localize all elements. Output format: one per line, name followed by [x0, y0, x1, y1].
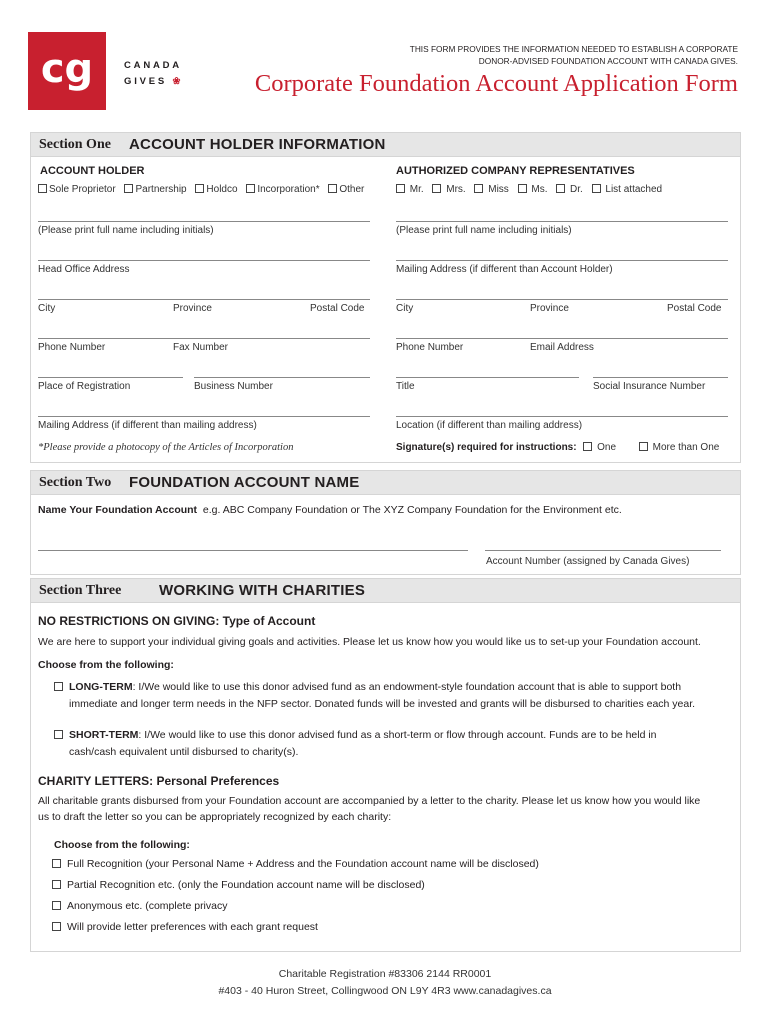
- rep-mailing-label: Mailing Address (if different than Account Holder): [396, 264, 613, 275]
- section-two-header: Section Two FOUNDATION ACCOUNT NAME: [30, 470, 741, 495]
- holder-name-label: (Please print full name including initials): [38, 225, 214, 236]
- holder-phone-field[interactable]: [38, 338, 370, 339]
- holder-sole-proprietor[interactable]: Sole Proprietor: [38, 184, 116, 195]
- brand-name-line1: CANADA: [124, 60, 182, 71]
- sin-field[interactable]: [593, 377, 728, 378]
- foundation-name-field[interactable]: [38, 550, 468, 551]
- rep-province-label: Province: [530, 303, 569, 314]
- rep-miss[interactable]: Miss: [474, 184, 508, 195]
- choose-heading-1: Choose from the following:: [38, 659, 174, 671]
- letters-text-1: All charitable grants disbursed from your Foundation account are accompanied by a letter to the charity. Please let us know how you would like: [38, 795, 701, 807]
- rep-postal-label: Postal Code: [667, 303, 722, 314]
- place-registration-label: Place of Registration: [38, 381, 131, 392]
- short-term-option[interactable]: SHORT-TERM: I/We would like to use this donor advised fund as a short-term or flow through account. Funds are to be held in: [54, 727, 657, 743]
- svg-text:cg: cg: [40, 46, 94, 92]
- sin-label: Social Insurance Number: [593, 381, 706, 392]
- holder-name-field[interactable]: [38, 221, 370, 222]
- rep-title-options: [396, 184, 668, 195]
- sig-one-checkbox[interactable]: One: [583, 442, 616, 453]
- business-number-field[interactable]: [194, 377, 370, 378]
- section-one-header: Section One ACCOUNT HOLDER INFORMATION: [30, 132, 741, 157]
- holder-incorporation[interactable]: Incorporation*: [246, 184, 319, 195]
- account-holder-heading: ACCOUNT HOLDER: [40, 165, 145, 177]
- partial-recognition-checkbox[interactable]: [52, 880, 61, 889]
- rep-title-field[interactable]: [396, 377, 579, 378]
- letters-text-2: us to draft the letter so you can be appropriately recognized by each charity:: [38, 811, 392, 823]
- place-registration-field[interactable]: [38, 377, 183, 378]
- letters-heading: CHARITY LETTERS: Personal Preferences: [38, 774, 280, 788]
- foundation-name-instructions: Name Your Foundation Account e.g. ABC Company Foundation or The XYZ Company Foundation for the Environment etc.: [38, 504, 622, 516]
- footer-registration: Charitable Registration #83306 2144 RR0001: [278, 968, 492, 980]
- rep-mailing-field[interactable]: [396, 260, 728, 261]
- rep-ms[interactable]: Ms.: [518, 184, 548, 195]
- business-number-label: Business Number: [194, 381, 273, 392]
- signature-options: Signature(s) required for instructions: One More than One: [396, 442, 720, 453]
- brand-name-line2: GIVES ❀: [124, 76, 184, 87]
- short-term-text-2: cash/cash equivalent until disbursed to charity(s).: [69, 746, 299, 758]
- per-grant-checkbox[interactable]: [52, 922, 61, 931]
- rep-city-field[interactable]: [396, 299, 728, 300]
- holder-holdco[interactable]: Holdco: [195, 184, 237, 195]
- page-title: Corporate Foundation Account Application Form: [254, 70, 738, 97]
- logo: [28, 32, 106, 110]
- holder-mailing-field[interactable]: [38, 416, 370, 417]
- choose-heading-2: Choose from the following:: [54, 839, 190, 851]
- maple-leaf-icon: ❀: [172, 76, 184, 87]
- rep-title-label: Title: [396, 381, 415, 392]
- holder-fax-label: Fax Number: [173, 342, 229, 353]
- rep-name-label: (Please print full name including initials): [396, 225, 572, 236]
- head-office-field[interactable]: [38, 260, 370, 261]
- rep-mr[interactable]: Mr.: [396, 184, 424, 195]
- location-label: Location (if different than mailing address): [396, 420, 583, 431]
- footer-address: #403 - 40 Huron Street, Collingwood ON L9Y 4R3 www.canadagives.ca: [218, 985, 552, 997]
- holder-city-field[interactable]: [38, 299, 370, 300]
- rep-phone-field[interactable]: [396, 338, 728, 339]
- letter-option-partial[interactable]: Partial Recognition etc. (only the Foundation account name will be disclosed): [52, 877, 425, 893]
- letter-option-per-grant[interactable]: Will provide letter preferences with each grant request: [52, 919, 318, 935]
- holder-postal-label: Postal Code: [310, 303, 365, 314]
- sig-more-checkbox[interactable]: More than One: [639, 442, 720, 453]
- rep-phone-label: Phone Number: [396, 342, 464, 353]
- location-field[interactable]: [396, 416, 728, 417]
- restrictions-text: We are here to support your individual giving goals and activities. Please let us know how you would like us to set-up your Foundation account.: [38, 636, 701, 648]
- long-term-option[interactable]: LONG-TERM: I/We would like to use this donor advised fund as an endowment-style foundation account that is able to support both: [54, 679, 681, 695]
- holder-partnership[interactable]: Partnership: [124, 184, 186, 195]
- cg-logo-mark: [28, 32, 106, 110]
- letter-option-anonymous[interactable]: Anonymous etc. (complete privacy: [52, 898, 227, 914]
- holder-city-label: City: [38, 303, 56, 314]
- long-term-checkbox[interactable]: [54, 682, 63, 691]
- restrictions-heading: NO RESTRICTIONS ON GIVING: Type of Account: [38, 614, 316, 628]
- short-term-checkbox[interactable]: [54, 730, 63, 739]
- letter-option-full[interactable]: Full Recognition (your Personal Name + Address and the Foundation account name will be disclosed): [52, 856, 539, 872]
- section-one-body: [30, 157, 741, 463]
- rep-city-label: City: [396, 303, 414, 314]
- reps-heading: AUTHORIZED COMPANY REPRESENTATIVES: [396, 165, 635, 177]
- rep-email-label: Email Address: [530, 342, 594, 353]
- section-three-header: Section Three WORKING WITH CHARITIES: [30, 578, 741, 603]
- holder-phone-label: Phone Number: [38, 342, 106, 353]
- long-term-text-2: immediate and longer term needs in the NFP sector. Donated funds will be invested and grants will be disbursed to charities each year.: [69, 698, 696, 710]
- rep-list-attached[interactable]: List attached: [592, 184, 663, 195]
- account-number-label: Account Number (assigned by Canada Gives): [486, 556, 690, 567]
- rep-mrs[interactable]: Mrs.: [432, 184, 465, 195]
- articles-note: *Please provide a photocopy of the Articles of Incorporation: [38, 442, 294, 453]
- holder-other[interactable]: Other: [328, 184, 364, 195]
- anonymous-checkbox[interactable]: [52, 901, 61, 910]
- holder-type-options: [38, 184, 370, 195]
- full-recognition-checkbox[interactable]: [52, 859, 61, 868]
- account-number-field[interactable]: [485, 550, 721, 551]
- rep-name-field[interactable]: [396, 221, 728, 222]
- header-note: THIS FORM PROVIDES THE INFORMATION NEEDED TO ESTABLISH A CORPORATE DONOR-ADVISED FOUNDATION ACCOUNT WITH CANADA GIVES.: [409, 44, 738, 66]
- rep-dr[interactable]: Dr.: [556, 184, 583, 195]
- holder-mailing-label: Mailing Address (if different than mailing address): [38, 420, 257, 431]
- head-office-label: Head Office Address: [38, 264, 130, 275]
- holder-province-label: Province: [173, 303, 212, 314]
